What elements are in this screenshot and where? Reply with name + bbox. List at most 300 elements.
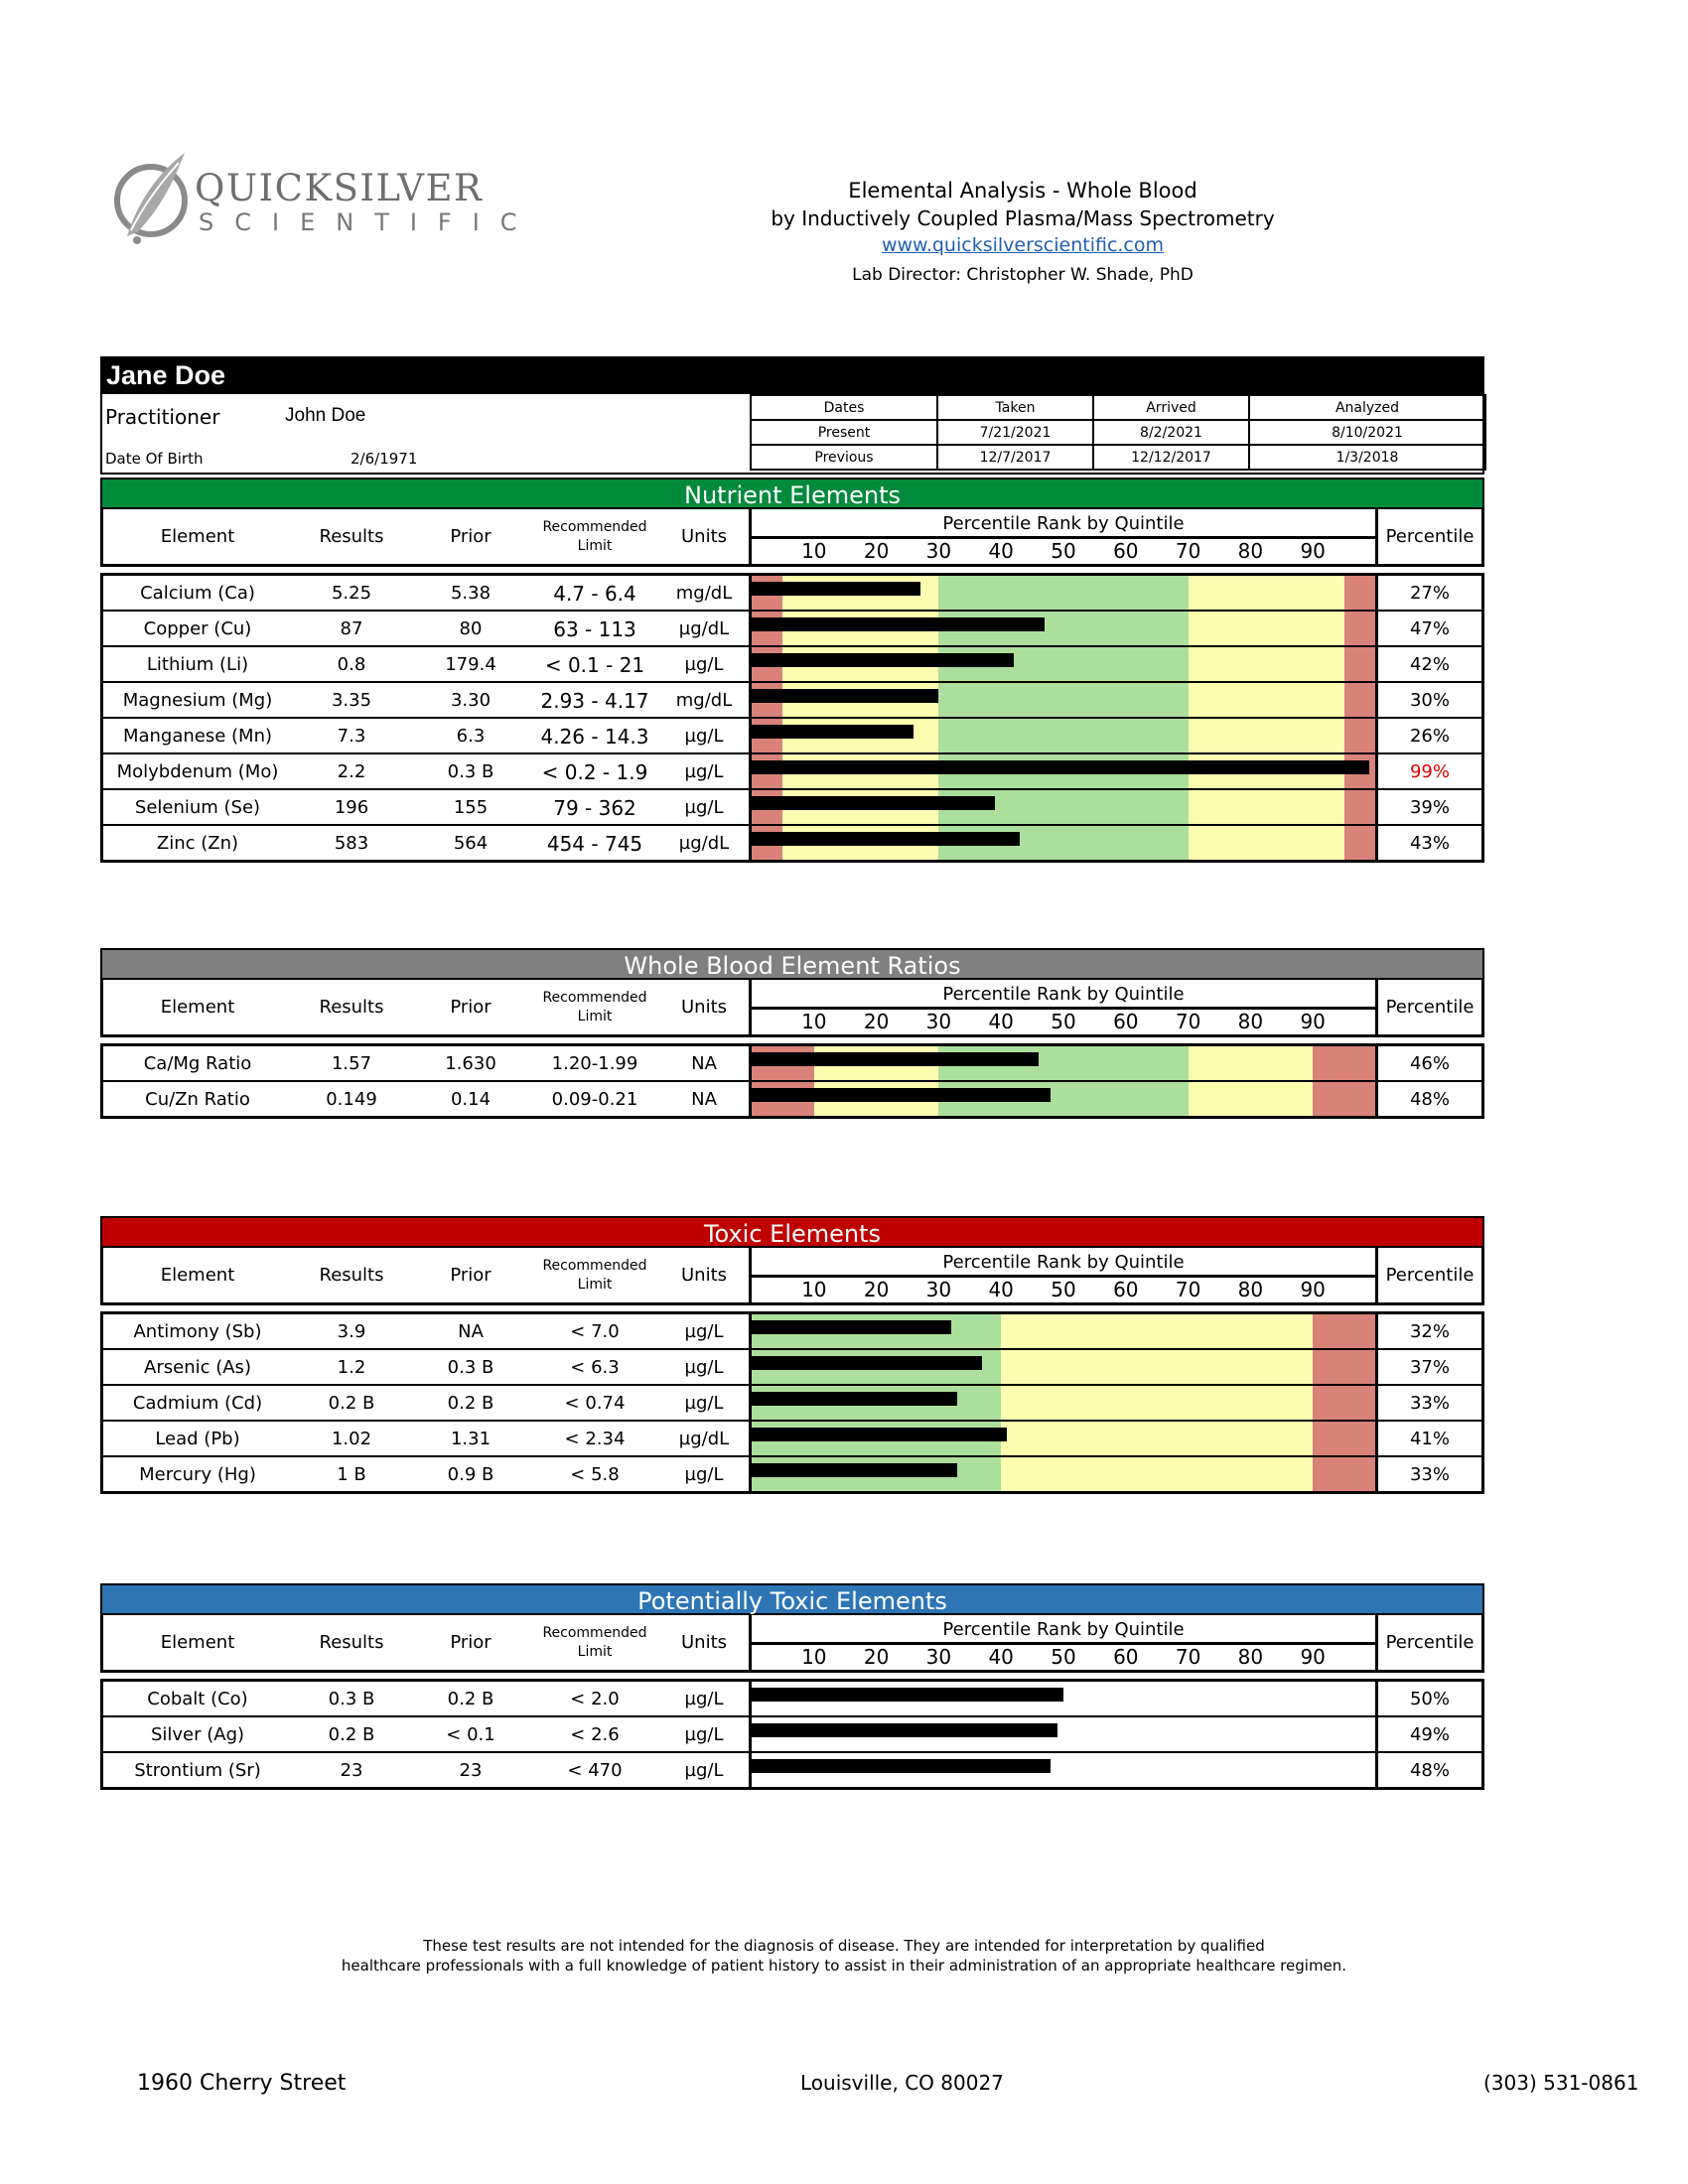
cell-element: Manganese (Mn) (122, 726, 273, 747)
cell-rec: < 6.3 (570, 1357, 620, 1378)
cell-percentile: 33% (1409, 1393, 1450, 1414)
present-analyzed: 8/10/2021 (1249, 420, 1485, 445)
cell-rec: < 0.1 - 21 (544, 653, 645, 677)
column-header-results: Results (319, 526, 384, 547)
cell-percentile: 27% (1409, 583, 1450, 604)
cell-prior: 155 (453, 797, 489, 818)
logo-subtitle: SCIENTIFIC (199, 208, 538, 236)
cell-rec: 63 - 113 (553, 617, 636, 641)
percentile-graph (749, 719, 1378, 752)
cell-element: Zinc (Zn) (156, 833, 239, 854)
range-zone (1189, 826, 1344, 860)
quintile-tick-label: 90 (1300, 1645, 1326, 1669)
column-header-units: Units (680, 1632, 728, 1653)
cell-element: Mercury (Hg) (139, 1464, 256, 1485)
leaf-logo-icon (107, 149, 195, 248)
table-row (103, 1350, 1481, 1386)
cell-units: mg/dL (675, 690, 733, 711)
cell-results: 1.02 (331, 1429, 372, 1449)
limit-label: Limit (577, 1008, 613, 1024)
cell-units: µg/L (684, 761, 724, 782)
percentile-graph (749, 1717, 1378, 1751)
quintile-tick-label: 50 (1051, 1278, 1076, 1301)
cell-element: Selenium (Se) (134, 797, 261, 818)
range-zone (1189, 1046, 1314, 1080)
footer-phone: (303) 531-0861 (1483, 2071, 1639, 2095)
percentile-graph (749, 1422, 1378, 1455)
cell-prior: 0.2 B (447, 1393, 494, 1414)
cell-units: µg/dL (678, 1429, 730, 1449)
table-row (103, 647, 1481, 683)
column-header-prior: Prior (450, 997, 492, 1018)
cell-results: 5.25 (331, 583, 372, 604)
quintile-tick-label: 70 (1175, 539, 1201, 563)
cell-percentile: 32% (1409, 1321, 1450, 1342)
column-header-element: Element (160, 997, 235, 1018)
cell-prior: 0.2 B (447, 1689, 494, 1709)
percentile-bar (752, 1428, 1007, 1441)
column-header-percentile: Percentile (1385, 526, 1475, 547)
cell-units: µg/L (684, 797, 724, 818)
quintile-tick-label: 90 (1300, 1278, 1326, 1301)
percentile-graph (749, 683, 1378, 717)
cell-results: 0.149 (326, 1089, 377, 1110)
column-header-row (100, 1615, 1484, 1673)
cell-percentile: 48% (1409, 1760, 1450, 1781)
quintile-tick-label: 60 (1113, 539, 1139, 563)
percentile-graph (749, 1350, 1378, 1384)
range-zone (1313, 1386, 1375, 1420)
cell-results: 7.3 (337, 726, 366, 747)
range-zone (938, 683, 1188, 717)
percentile-graph (749, 1046, 1378, 1080)
cell-results: 0.3 B (328, 1689, 375, 1709)
percentile-graph (749, 576, 1378, 610)
range-zone (1001, 1350, 1313, 1384)
column-header-element: Element (160, 1632, 235, 1653)
column-header-units: Units (680, 526, 728, 547)
column-header-recommended-limit (530, 1615, 659, 1670)
column-header-element: Element (160, 1265, 235, 1286)
percentile-bar (752, 1088, 1051, 1102)
column-header-row (100, 980, 1484, 1037)
quintile-tick-label: 10 (801, 539, 827, 563)
cell-rec: < 470 (567, 1760, 623, 1781)
cell-units: µg/L (684, 1393, 724, 1414)
quintile-tick-label: 80 (1237, 539, 1264, 563)
cell-results: 0.2 B (328, 1724, 375, 1745)
percentile-bar (752, 1463, 957, 1477)
cell-units: µg/L (684, 1689, 724, 1709)
cell-prior: 0.3 B (447, 761, 494, 782)
percentile-graph (749, 1314, 1378, 1348)
section-title: Nutrient Elements (100, 478, 1484, 509)
table-row (103, 1717, 1481, 1753)
percentile-bar (752, 832, 1020, 846)
column-header-results: Results (319, 997, 384, 1018)
cell-results: 87 (340, 618, 363, 639)
cell-element: Copper (Cu) (143, 618, 252, 639)
recommended-label: Recommended (542, 989, 647, 1006)
cell-percentile: 41% (1409, 1429, 1450, 1449)
toxic-elements-section (100, 1216, 1484, 1494)
percentile-bar (752, 653, 1014, 667)
dob-value: 2/6/1971 (351, 450, 418, 468)
percentile-bar (752, 1356, 982, 1370)
cell-units: NA (691, 1089, 717, 1110)
potentially-toxic-elements-section (100, 1583, 1484, 1790)
cell-prior: 564 (453, 833, 489, 854)
section-title: Potentially Toxic Elements (100, 1583, 1484, 1615)
cell-results: 583 (334, 833, 369, 854)
cell-results: 3.35 (331, 690, 372, 711)
data-rows (100, 1679, 1484, 1790)
cell-percentile: 42% (1409, 654, 1450, 675)
percentile-bar (752, 1688, 1063, 1702)
cell-units: µg/L (684, 1724, 724, 1745)
dob-label: Date Of Birth (105, 450, 204, 468)
quintile-tick-label: 50 (1051, 539, 1076, 563)
cell-rec: < 2.6 (570, 1724, 620, 1745)
quintile-tick-label: 50 (1051, 1645, 1076, 1669)
cell-rec: < 0.74 (564, 1393, 626, 1414)
quintile-tick-label: 20 (863, 1010, 890, 1033)
table-row (103, 790, 1481, 826)
cell-element: Magnesium (Mg) (122, 690, 273, 711)
table-row (103, 1682, 1481, 1717)
quintile-header (749, 1248, 1378, 1302)
column-header-prior: Prior (450, 1265, 492, 1286)
element-ratios-section (100, 948, 1484, 1119)
cell-rec: 4.7 - 6.4 (553, 582, 636, 606)
cell-prior: 5.38 (450, 583, 492, 604)
disclaimer-line-2: healthcare professionals with a full knowledge of patient history to assist in their administration of an appropriate healthcare regimen. (341, 1957, 1347, 1975)
range-zone (1313, 1350, 1375, 1384)
cell-rec: < 5.8 (570, 1464, 620, 1485)
dates-header: Dates (751, 395, 937, 420)
range-zone (1313, 1457, 1375, 1491)
percentile-bar (752, 1723, 1057, 1737)
cell-element: Ca/Mg Ratio (143, 1053, 252, 1074)
column-header-percentile: Percentile (1385, 997, 1475, 1018)
range-zone (1313, 1314, 1375, 1348)
cell-percentile: 26% (1409, 726, 1450, 747)
range-zone (1344, 576, 1375, 610)
quintile-tick-label: 40 (988, 1278, 1014, 1301)
quintile-tick-label: 30 (925, 1278, 952, 1301)
percentile-graph (749, 1386, 1378, 1420)
column-header-recommended-limit (530, 1248, 659, 1302)
cell-rec: < 7.0 (570, 1321, 620, 1342)
cell-element: Strontium (Sr) (134, 1760, 261, 1781)
percentile-graph (749, 826, 1378, 860)
percentile-bar (752, 1052, 1039, 1066)
cell-element: Calcium (Ca) (140, 583, 255, 604)
previous-taken: 12/7/2017 (937, 445, 1093, 470)
quintile-tick-label: 70 (1175, 1645, 1201, 1669)
cell-units: mg/dL (675, 583, 733, 604)
cell-prior: 1.630 (445, 1053, 496, 1074)
quintile-header (749, 1615, 1378, 1670)
percentile-bar (752, 1392, 957, 1406)
quintile-title: Percentile Rank by Quintile (942, 1619, 1185, 1640)
range-zone (1344, 647, 1375, 681)
cell-rec: < 0.2 - 1.9 (541, 760, 648, 784)
dates-table (750, 394, 1486, 471)
column-header-recommended-limit (530, 509, 659, 564)
cell-units: µg/L (684, 1357, 724, 1378)
range-zone (1001, 1457, 1313, 1491)
cell-prior: 0.9 B (447, 1464, 494, 1485)
report-title: Elemental Analysis - Whole Blood (848, 179, 1197, 203)
cell-units: NA (691, 1053, 717, 1074)
cell-results: 0.2 B (328, 1393, 375, 1414)
cell-percentile: 37% (1409, 1357, 1450, 1378)
dates-present-row (751, 420, 1485, 445)
table-row (103, 1314, 1481, 1350)
recommended-label: Recommended (542, 1624, 647, 1641)
cell-percentile: 43% (1409, 833, 1450, 854)
quintile-tick-label: 40 (988, 1645, 1014, 1669)
column-header-element: Element (160, 526, 235, 547)
quintile-tick-label: 50 (1051, 1010, 1076, 1033)
disclaimer (199, 1936, 1489, 1976)
table-row (103, 1386, 1481, 1422)
cell-prior: 0.14 (450, 1089, 492, 1110)
cell-rec: 454 - 745 (546, 832, 643, 856)
range-zone (1189, 719, 1344, 752)
cell-rec: 0.09-0.21 (551, 1089, 638, 1110)
table-row (103, 1422, 1481, 1457)
column-header-percentile: Percentile (1385, 1632, 1475, 1653)
data-rows (100, 1043, 1484, 1119)
cell-units: µg/L (684, 654, 724, 675)
column-header-units: Units (680, 997, 728, 1018)
footer-address: 1960 Cherry Street (137, 2071, 347, 2096)
cell-prior: 80 (459, 618, 483, 639)
analyzed-header: Analyzed (1249, 395, 1485, 420)
cell-rec: < 2.0 (570, 1689, 620, 1709)
percentile-graph (749, 1457, 1378, 1491)
limit-label: Limit (577, 537, 613, 554)
cell-prior: 6.3 (456, 726, 486, 747)
data-rows (100, 1311, 1484, 1494)
percentile-graph (749, 612, 1378, 645)
percentile-graph (749, 1082, 1378, 1116)
company-logo (107, 149, 538, 258)
range-zone (1189, 576, 1344, 610)
cell-element: Antimony (Sb) (133, 1321, 262, 1342)
data-rows (100, 573, 1484, 863)
present-label: Present (751, 420, 937, 445)
recommended-label: Recommended (542, 518, 647, 535)
dates-header-row (751, 395, 1485, 420)
quintile-tick-label: 60 (1113, 1278, 1139, 1301)
quintile-tick-label: 80 (1237, 1645, 1264, 1669)
range-zone (1001, 1422, 1313, 1455)
range-zone (1189, 790, 1344, 824)
limit-label: Limit (577, 1276, 613, 1293)
quintile-tick-label: 10 (801, 1010, 827, 1033)
cell-prior: 179.4 (445, 654, 496, 675)
logo-wordmark: QUICKSILVER (195, 167, 484, 209)
footer-city: Louisville, CO 80027 (800, 2071, 1004, 2095)
cell-units: µg/L (684, 726, 724, 747)
table-row (103, 1046, 1481, 1082)
cell-results: 3.9 (337, 1321, 366, 1342)
table-row (103, 754, 1481, 790)
quintile-tick-label: 70 (1175, 1278, 1201, 1301)
quintile-tick-label: 70 (1175, 1010, 1201, 1033)
percentile-graph (749, 754, 1378, 788)
cell-results: 2.2 (337, 761, 366, 782)
cell-rec: 4.26 - 14.3 (540, 725, 649, 749)
practitioner-name: John Doe (285, 405, 366, 426)
quintile-title: Percentile Rank by Quintile (942, 513, 1185, 534)
range-zone (1313, 1082, 1375, 1116)
quintile-tick-label: 40 (988, 1010, 1014, 1033)
cell-percentile: 48% (1409, 1089, 1450, 1110)
quintile-header (749, 509, 1378, 564)
cell-prior: 1.31 (450, 1429, 492, 1449)
quintile-tick-label: 20 (863, 1278, 890, 1301)
cell-prior: 0.3 B (447, 1357, 494, 1378)
percentile-bar (752, 1320, 951, 1334)
cell-rec: < 2.34 (564, 1429, 626, 1449)
disclaimer-line-1: These test results are not intended for the diagnosis of disease. They are intended for interpretation by qualified (423, 1937, 1265, 1955)
quintile-tick-label: 40 (988, 539, 1014, 563)
quintile-tick-label: 90 (1300, 1010, 1326, 1033)
range-zone (1313, 1422, 1375, 1455)
patient-name-bar: Jane Doe (100, 356, 1484, 394)
quintile-tick-label: 30 (925, 1010, 952, 1033)
cell-element: Lead (Pb) (155, 1429, 240, 1449)
cell-percentile: 47% (1409, 618, 1450, 639)
quintile-tick-label: 80 (1237, 1278, 1264, 1301)
lab-director: Lab Director: Christopher W. Shade, PhD (852, 265, 1194, 285)
table-row (103, 1753, 1481, 1787)
range-zone (1189, 647, 1344, 681)
table-row (103, 576, 1481, 612)
quintile-header (749, 980, 1378, 1034)
column-header-prior: Prior (450, 526, 492, 547)
range-zone (1001, 1386, 1313, 1420)
column-header-recommended-limit (530, 980, 659, 1034)
range-zone (1344, 612, 1375, 645)
table-row (103, 826, 1481, 860)
present-arrived: 8/2/2021 (1093, 420, 1249, 445)
dates-previous-row (751, 445, 1485, 470)
percentile-graph (749, 647, 1378, 681)
cell-units: µg/L (684, 1321, 724, 1342)
cell-element: Silver (Ag) (150, 1724, 245, 1745)
cell-rec: 2.93 - 4.17 (540, 689, 649, 713)
cell-prior: < 0.1 (446, 1724, 495, 1745)
range-zone (1344, 719, 1375, 752)
cell-prior: 23 (459, 1760, 483, 1781)
column-header-percentile: Percentile (1385, 1265, 1475, 1286)
column-header-results: Results (319, 1632, 384, 1653)
cell-percentile: 30% (1409, 690, 1450, 711)
percentile-bar (752, 796, 995, 810)
previous-arrived: 12/12/2017 (1093, 445, 1249, 470)
present-taken: 7/21/2021 (937, 420, 1093, 445)
cell-prior: 3.30 (450, 690, 492, 711)
percentile-bar (752, 689, 938, 703)
quintile-title: Percentile Rank by Quintile (942, 984, 1185, 1005)
quintile-tick-label: 10 (801, 1645, 827, 1669)
column-header-units: Units (680, 1265, 728, 1286)
range-zone (1313, 1046, 1375, 1080)
quintile-tick-label: 20 (863, 539, 890, 563)
quintile-tick-label: 90 (1300, 539, 1326, 563)
range-zone (938, 576, 1188, 610)
nutrient-elements-section (100, 478, 1484, 863)
cell-results: 23 (340, 1760, 363, 1781)
report-method: by Inductively Coupled Plasma/Mass Spectrometry (771, 206, 1275, 230)
table-row (103, 719, 1481, 754)
section-title: Whole Blood Element Ratios (100, 948, 1484, 980)
cell-element: Cobalt (Co) (147, 1689, 248, 1709)
column-header-results: Results (319, 1265, 384, 1286)
quintile-title: Percentile Rank by Quintile (942, 1252, 1185, 1273)
range-zone (1189, 612, 1344, 645)
cell-results: 1.57 (331, 1053, 372, 1074)
table-row (103, 612, 1481, 647)
cell-percentile: 46% (1409, 1053, 1450, 1074)
cell-results: 0.8 (337, 654, 366, 675)
cell-element: Cadmium (Cd) (132, 1393, 263, 1414)
arrived-header: Arrived (1093, 395, 1249, 420)
percentile-bar (752, 1759, 1051, 1773)
cell-percentile: 39% (1409, 797, 1450, 818)
cell-results: 196 (334, 797, 369, 818)
quintile-tick-label: 20 (863, 1645, 890, 1669)
column-header-row (100, 1248, 1484, 1305)
previous-analyzed: 1/3/2018 (1249, 445, 1485, 470)
quintile-tick-label: 60 (1113, 1645, 1139, 1669)
table-row (103, 1457, 1481, 1491)
cell-percentile: 50% (1409, 1689, 1450, 1709)
range-zone (1189, 1082, 1314, 1116)
range-zone (1001, 1314, 1313, 1348)
limit-label: Limit (577, 1643, 613, 1660)
range-zone (1344, 790, 1375, 824)
cell-element: Arsenic (As) (144, 1357, 251, 1378)
cell-percentile: 49% (1409, 1724, 1450, 1745)
cell-percentile: 33% (1409, 1464, 1450, 1485)
quintile-tick-label: 80 (1237, 1010, 1264, 1033)
percentile-bar (752, 725, 914, 739)
cell-prior: NA (458, 1321, 484, 1342)
recommended-label: Recommended (542, 1257, 647, 1274)
cell-element: Lithium (Li) (146, 654, 249, 675)
quintile-tick-label: 30 (925, 539, 952, 563)
percentile-bar (752, 617, 1045, 631)
cell-units: µg/dL (678, 618, 730, 639)
quintile-tick-label: 60 (1113, 1010, 1139, 1033)
table-row (103, 683, 1481, 719)
percentile-graph (749, 790, 1378, 824)
percentile-graph (749, 1682, 1378, 1715)
cell-percentile: 99% (1409, 761, 1450, 782)
percentile-graph (749, 1753, 1378, 1787)
column-header-row (100, 509, 1484, 567)
range-zone (1189, 683, 1344, 717)
website-link[interactable]: www.quicksilverscientific.com (881, 234, 1165, 256)
taken-header: Taken (937, 395, 1093, 420)
quintile-tick-label: 30 (925, 1645, 952, 1669)
